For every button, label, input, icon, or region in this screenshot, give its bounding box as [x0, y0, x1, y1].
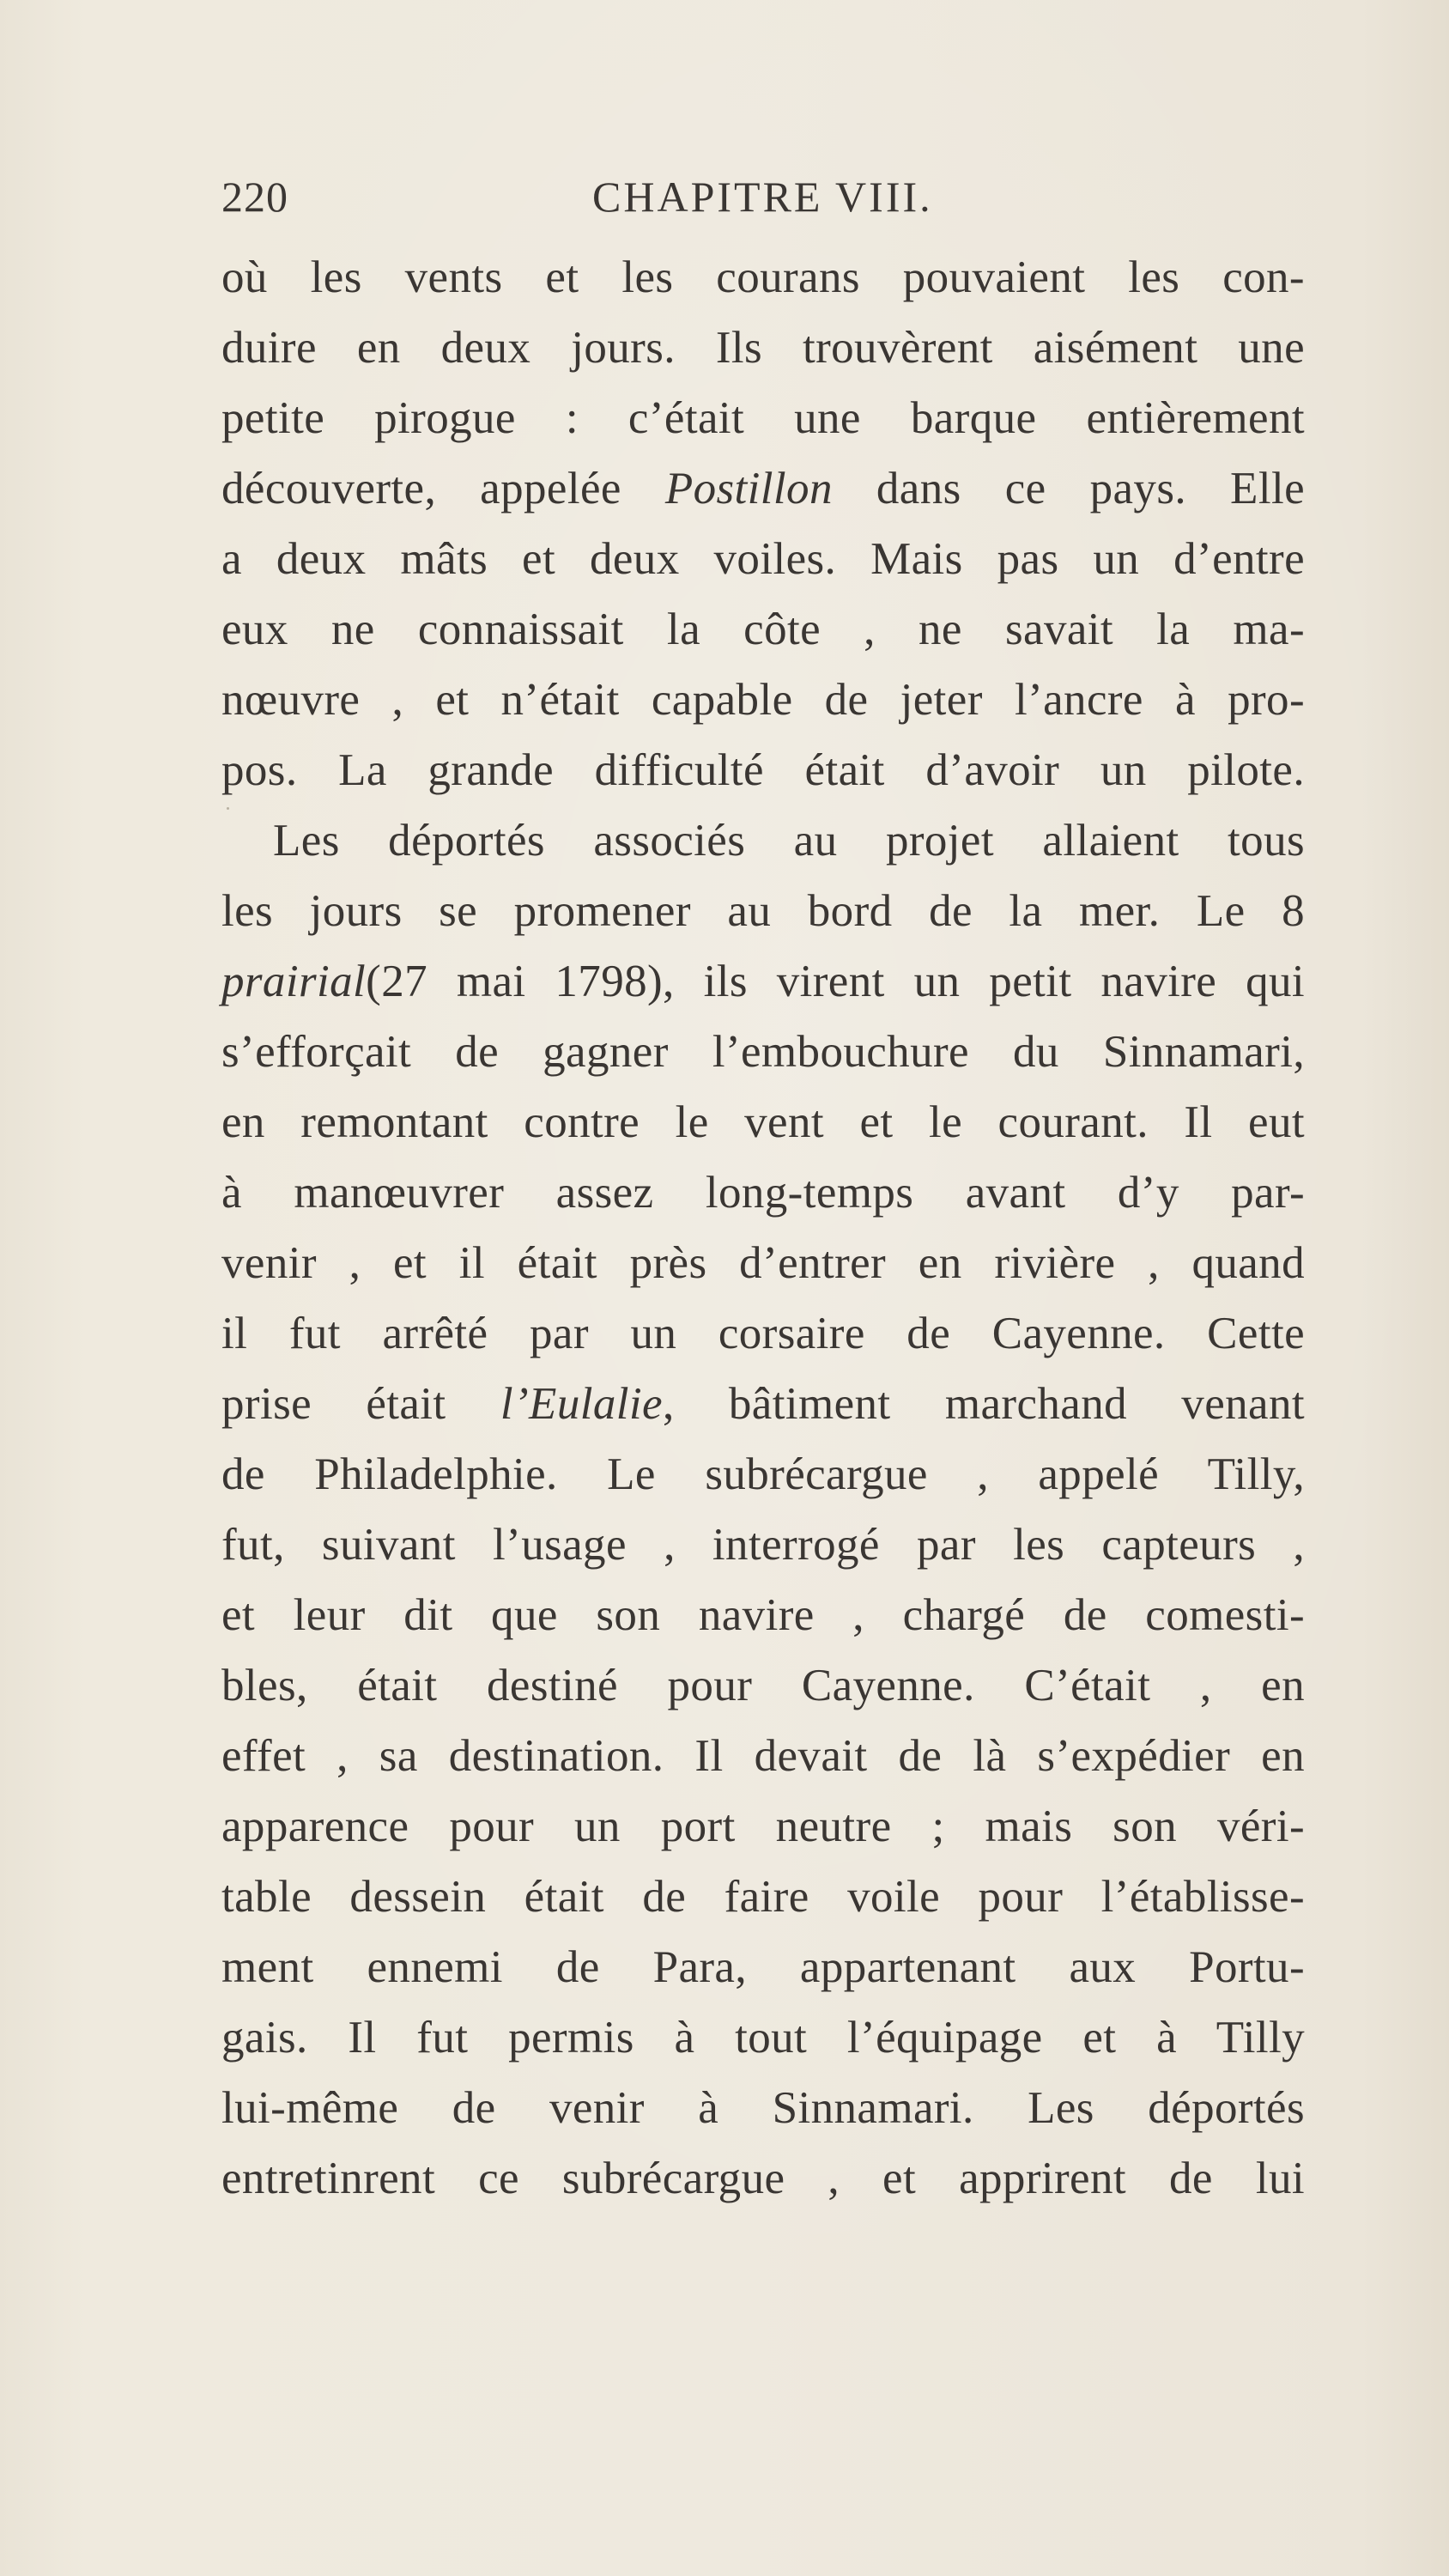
text-line: pos. La grande difficulté était d’avoir un pilote. — [221, 745, 1305, 795]
text-line: ment ennemi de Para, appartenant aux Portu- — [221, 1942, 1305, 1992]
body-text — [221, 242, 1305, 2214]
text-line: à manœuvrer assez long-temps avant d’y par- — [221, 1168, 1305, 1218]
text-line — [221, 946, 1305, 1017]
page-header — [221, 172, 1286, 227]
text-line — [221, 1369, 1305, 1439]
paragraph-start-line: Les déportés associés au projet allaient tous — [273, 816, 1305, 866]
text-line: nœuvre , et n’était capable de jeter l’ancre à pro- — [221, 675, 1305, 725]
text-line: les jours se promener au bord de la mer. Le 8 — [221, 886, 1305, 936]
line-text: découverte, appelée — [221, 464, 665, 513]
text-line: apparence pour un port neutre ; mais son véri- — [221, 1801, 1305, 1851]
running-head: CHAPITRE VIII. — [592, 173, 933, 221]
text-line: table dessein était de faire voile pour l’établisse- — [221, 1872, 1305, 1922]
italic-term: Postillon — [664, 464, 833, 513]
text-line: il fut arrêté par un corsaire de Cayenne. Cette — [221, 1309, 1305, 1358]
text-line: et leur dit que son navire , chargé de comesti- — [221, 1590, 1305, 1640]
text-line: effet , sa destination. Il devait de là s’expédier en — [221, 1731, 1305, 1781]
text-line: fut, suivant l’usage , interrogé par les capteurs , — [221, 1520, 1305, 1570]
text-line: lui-même de venir à Sinnamari. Les déportés — [221, 2083, 1305, 2133]
page-number: 220 — [221, 173, 288, 221]
italic-term: l’Eulalie — [500, 1379, 663, 1429]
text-line: gais. Il fut permis à tout l’équipage et à Tilly — [221, 2013, 1305, 2063]
text-line: bles, était destiné pour Cayenne. C’était , en — [221, 1661, 1305, 1710]
line-text: dans ce pays. Elle — [832, 464, 1305, 513]
text-line: venir , et il était près d’entrer en rivière , quand — [221, 1238, 1305, 1288]
line-text: (27 mai 1798), ils virent un petit navire qui — [366, 957, 1305, 1006]
text-line — [221, 453, 1305, 524]
line-text: , bâtiment marchand venant — [662, 1379, 1305, 1429]
text-line: a deux mâts et deux voiles. Mais pas un d’entre — [221, 534, 1305, 584]
text-line: eux ne connaissait la côte , ne savait la ma- — [221, 605, 1305, 654]
text-line: duire en deux jours. Ils trouvèrent aisément une — [221, 323, 1305, 373]
italic-term: prairial — [221, 957, 367, 1006]
line-text: prise était — [221, 1379, 500, 1429]
text-line: petite pirogue : c’était une barque entièrement — [221, 393, 1305, 443]
text-line: s’efforçait de gagner l’embouchure du Sinnamari, — [221, 1027, 1305, 1077]
text-line: entretinrent ce subrécargue , et apprirent de lui — [221, 2154, 1305, 2203]
text-line: en remontant contre le vent et le courant. Il eut — [221, 1097, 1305, 1147]
text-line: où les vents et les courans pouvaient les con- — [221, 252, 1305, 302]
text-line: de Philadelphie. Le subrécargue , appelé Tilly, — [221, 1449, 1305, 1499]
